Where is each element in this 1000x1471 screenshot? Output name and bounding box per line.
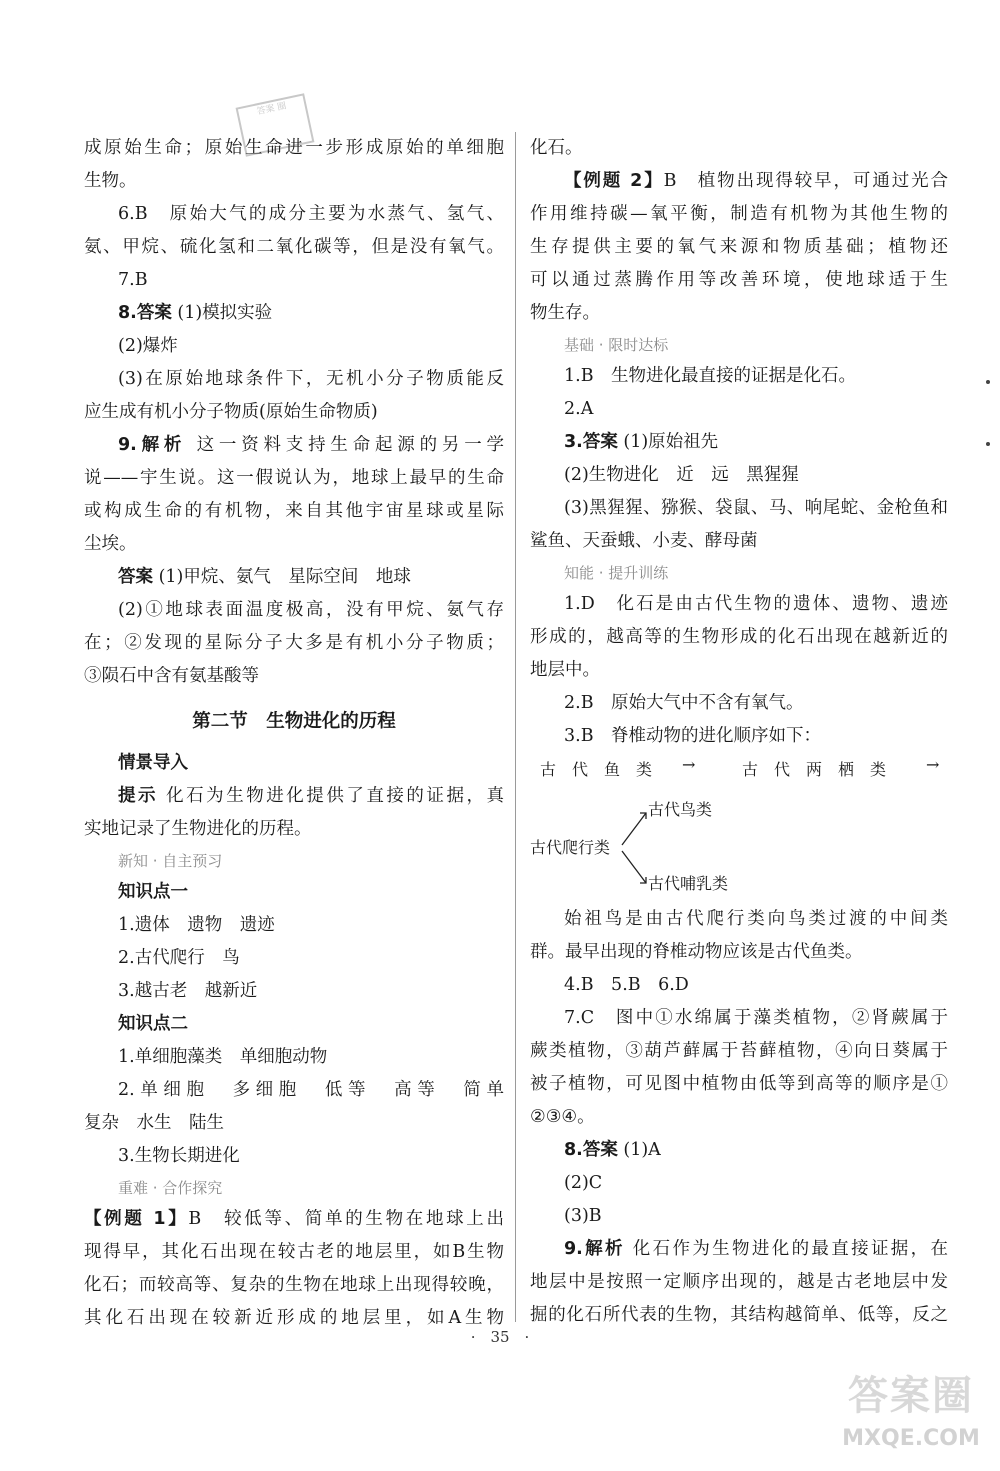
text-line: 3.越古老 越新近 <box>118 981 258 1001</box>
text-line: (2)C <box>564 1173 603 1193</box>
answer-text: (1)甲烷、氨气 星际空间 地球 <box>153 567 411 587</box>
section-subheading: 知能 · 提升训练 <box>564 564 669 582</box>
text-line: 实地记录了生物进化的历程。 <box>84 819 312 839</box>
answer-text: (1)模拟实验 <box>171 303 273 323</box>
evolution-diagram <box>530 753 948 903</box>
corner-stamp: 答案 圈 <box>236 93 315 156</box>
analysis-line <box>530 1233 948 1266</box>
text-line: 始祖鸟是由古代爬行类向鸟类过渡的中间类 <box>564 909 948 929</box>
text-line: 2.A <box>564 399 594 419</box>
text-line: (3)黑猩猩、猕猴、袋鼠、马、响尾蛇、金枪鱼和 <box>564 498 948 518</box>
text-line: 群。最早出现的脊椎动物应该是古代鱼类。 <box>530 942 863 962</box>
diagram-node-bird: 古代鸟类 <box>648 800 713 819</box>
text-line: ③陨石中含有氨基酸等 <box>84 666 259 686</box>
answer-label: 3.答案 <box>564 432 618 452</box>
example-line <box>530 165 948 198</box>
text-line: 地层中。 <box>530 660 600 680</box>
analysis-text: 化石作为生物进化的最直接证据，在 <box>624 1239 948 1259</box>
text-line: 7.B <box>118 270 148 290</box>
text-line: (2)爆炸 <box>118 336 178 356</box>
text-line: 7.C 图中①水绵属于藻类植物，②肾蕨属于 <box>564 1008 948 1028</box>
right-column <box>530 132 948 1332</box>
text-line: 形成的，越高等的生物形成的化石出现在越新近的 <box>530 627 948 647</box>
text-line: (3)B <box>564 1206 602 1226</box>
scan-dot <box>986 442 990 446</box>
text-line: 掘的化石所代表的生物，其结构越简单、低等，反之 <box>530 1305 948 1325</box>
text-line: 1.遗体 遗物 遗迹 <box>118 915 275 935</box>
hint-text: 化石为生物进化提供了直接的证据，真 <box>158 786 504 806</box>
answer-label: 8.答案 <box>118 303 172 323</box>
text-line: 鲨鱼、天蚕蛾、小麦、酵母菌 <box>530 531 758 551</box>
text-line: 1.B 生物进化最直接的证据是化石。 <box>564 366 857 386</box>
section-subheading: 重难 · 合作探究 <box>118 1179 223 1197</box>
hint-label: 提示 <box>118 786 159 806</box>
answer-label: 8.答案 <box>564 1140 618 1160</box>
text-line: 4.B 5.B 6.D <box>564 975 689 995</box>
text-line: 说——宇生说。这一假说认为，地球上最早的生命 <box>84 468 504 488</box>
analysis-line <box>84 429 504 462</box>
diagram-node-fish: 古 代 鱼 类 <box>540 760 653 779</box>
text-line: 2.单细胞 多细胞 低等 高等 简单 <box>118 1080 504 1100</box>
diagram-node-mammal: 古代哺乳类 <box>648 874 729 893</box>
text-line: 1.D 化石是由古代生物的遗体、遗物、遗迹 <box>564 594 948 614</box>
analysis-label: 9.解析 <box>118 435 187 455</box>
answer-line <box>84 297 504 330</box>
text-line: 应生成有机小分子物质(原始生命物质) <box>84 402 378 422</box>
section-subheading: 新知 · 自主预习 <box>118 852 223 870</box>
section-title: 第二节 生物进化的历程 <box>192 711 396 732</box>
text-line: 生物。 <box>84 171 137 191</box>
watermark-logo <box>836 1360 986 1460</box>
left-column <box>84 132 504 1335</box>
analysis-label: 9.解析 <box>564 1239 625 1259</box>
example-text: B 较低等、简单的生物在地球上出 <box>188 1209 504 1229</box>
answer-text: (1)原始祖先 <box>617 432 719 452</box>
watermark-logo-text: 答案圈 <box>848 1373 974 1419</box>
text-line: 现得早，其化石出现在较古老的地层里，如B生物 <box>84 1242 504 1262</box>
diagram-node-reptile: 古代爬行类 <box>530 838 611 857</box>
arrow-icon: → <box>926 755 940 774</box>
text-line: 复杂 水生 陆生 <box>84 1113 224 1133</box>
branch-arrows <box>618 803 678 893</box>
page-number: · 35 · <box>470 1328 530 1346</box>
text-line: (3)在原始地球条件下，无机小分子物质能反 <box>118 369 504 389</box>
text-line: 物生存。 <box>530 303 600 323</box>
text-line: 蕨类植物，③葫芦藓属于苔藓植物，④向日葵属于 <box>530 1041 948 1061</box>
answer-line <box>530 1134 948 1167</box>
knowledge-point-title: 知识点二 <box>118 1014 188 1034</box>
text-line: (2)生物进化 近 远 黑猩猩 <box>564 465 799 485</box>
example-text: B 植物出现得较早，可通过光合 <box>663 171 948 191</box>
text-line: 可以通过蒸腾作用等改善环境，使地球适于生 <box>530 270 948 290</box>
text-line: 化石；而较高等、复杂的生物在地球上出现得较晚， <box>84 1275 504 1295</box>
text-line: 作用维持碳—氧平衡，制造有机物为其他生物的 <box>530 204 948 224</box>
column-divider <box>515 132 516 1322</box>
text-line: 或构成生命的有机物，来自其他宇宙星球或星际 <box>84 501 504 521</box>
answer-label: 答案 <box>118 567 153 587</box>
knowledge-point-title: 知识点一 <box>118 882 188 902</box>
section-subheading: 基础 · 限时达标 <box>564 336 669 354</box>
text-line: (2)①地球表面温度极高，没有甲烷、氨气存 <box>118 600 504 620</box>
text-line: 2.B 原始大气中不含有氧气。 <box>564 693 804 713</box>
answer-line <box>84 561 504 594</box>
text-line: 1.单细胞藻类 单细胞动物 <box>118 1047 328 1067</box>
text-line: 在；②发现的星际分子大多是有机小分子物质； <box>84 633 504 653</box>
text-line: 成原始生命；原始生命进一步形成原始的单细胞 <box>84 138 504 158</box>
hint-line <box>84 780 504 813</box>
example-line <box>84 1203 504 1236</box>
text-line: 氨、甲烷、硫化氢和二氧化碳等，但是没有氧气。 <box>84 237 504 257</box>
arrow-icon: → <box>682 755 696 774</box>
watermark-url: MXQE.COM <box>842 1426 980 1451</box>
diagram-node-amphibian: 古 代 两 栖 类 <box>742 760 887 779</box>
text-line: 其化石出现在较新近形成的地层里，如A生物 <box>84 1308 504 1328</box>
scan-dot <box>986 380 990 384</box>
text-line: 尘埃。 <box>84 534 137 554</box>
text-line: ②③④。 <box>530 1107 595 1127</box>
text-line: 地层中是按照一定顺序出现的，越是古老地层中发 <box>530 1272 948 1292</box>
text-line: 被子植物，可见图中植物由低等到高等的顺序是① <box>530 1074 948 1094</box>
text-line: 化石。 <box>530 138 583 158</box>
text-line: 6.B 原始大气的成分主要为水蒸气、氢气、 <box>118 204 504 224</box>
example-label: 【例题 1】 <box>84 1209 189 1229</box>
answer-line <box>530 426 948 459</box>
text-line: 3.生物长期进化 <box>118 1146 240 1166</box>
text-line: 生存提供主要的氧气来源和物质基础；植物还 <box>530 237 948 257</box>
text-line: 2.古代爬行 鸟 <box>118 948 240 968</box>
scene-title: 情景导入 <box>118 753 188 773</box>
text-line: 3.B 脊椎动物的进化顺序如下： <box>564 726 822 746</box>
analysis-text: 这一资料支持生命起源的另一学 <box>186 435 504 455</box>
answer-text: (1)A <box>617 1140 661 1160</box>
example-label: 【例题 2】 <box>564 171 664 191</box>
